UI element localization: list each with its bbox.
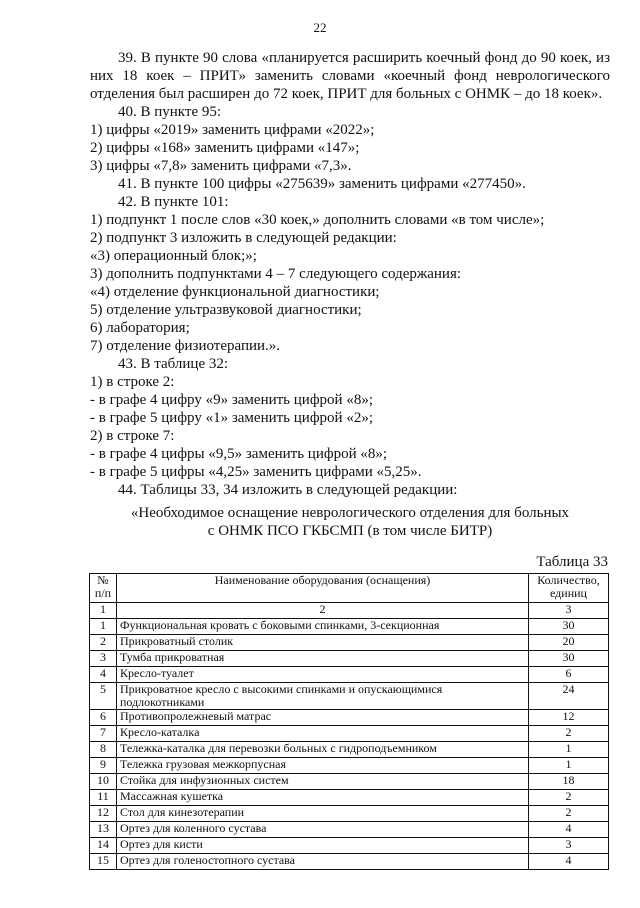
quantity-cell: 18 xyxy=(529,774,609,790)
row-number-cell: 10 xyxy=(90,774,117,790)
table-row xyxy=(90,667,609,683)
quantity-cell: 4 xyxy=(529,822,609,838)
quantity-cell: 2 xyxy=(529,806,609,822)
equipment-name-cell: Ортез для кисти xyxy=(117,838,529,854)
row-number-cell: 13 xyxy=(90,822,117,838)
equipment-name-cell: Тумба прикроватная xyxy=(117,651,529,667)
page-number: 22 xyxy=(313,20,327,35)
index-cell: 2 xyxy=(117,603,529,619)
header-name: Наименование оборудования (оснащения) xyxy=(117,574,529,603)
header-quantity-line1: Количество, xyxy=(537,573,600,587)
equipment-name-cell: Функциональная кровать с боковыми спинками, 3-секционная xyxy=(117,619,529,635)
table-caption: Таблица 33 xyxy=(536,554,608,570)
equipment-name-cell: Кресло-туалет xyxy=(117,667,529,683)
row-number-cell: 7 xyxy=(90,726,117,742)
header-number-line1: № xyxy=(97,573,109,587)
index-cell: 1 xyxy=(90,603,117,619)
row-number-cell: 3 xyxy=(90,651,117,667)
quantity-cell: 4 xyxy=(529,854,609,870)
header-number-line2: п/п xyxy=(94,586,112,600)
row-number-cell: 8 xyxy=(90,742,117,758)
table-row xyxy=(90,758,609,774)
table-row xyxy=(90,806,609,822)
list-item: «4) отделение функциональной диагностики; xyxy=(90,284,380,300)
list-item: 7) отделение физиотерапии.». xyxy=(90,338,281,354)
paragraph-39: 39. В пункте 90 слова «планируется расширить коечный фонд до 90 коек, из них 18 коек – ПРИТ» заменить словами «коечный фонд неврологического отделения был расширен до 72 коек, ПРИТ для больных с ОНМК – до 18 коек». xyxy=(90,50,610,102)
equipment-name-cell: Противопролежневый матрас xyxy=(117,710,529,726)
equipment-name-cell: Кресло-каталка xyxy=(117,726,529,742)
quantity-cell: 3 xyxy=(529,838,609,854)
equipment-name-cell: Тележка-каталка для перевозки больных с гидроподъемником xyxy=(117,742,529,758)
list-item: - в графе 4 цифру «9» заменить цифрой «8»; xyxy=(90,392,373,408)
equipment-table xyxy=(89,573,609,870)
list-item: 1) в строке 2: xyxy=(90,374,175,390)
list-item: - в графе 4 цифры «9,5» заменить цифрой «8»; xyxy=(90,446,388,462)
quantity-cell: 20 xyxy=(529,635,609,651)
list-item: - в графе 5 цифры «4,25» заменить цифрами «5,25». xyxy=(90,464,422,480)
equipment-name-cell: Прикроватное кресло с высокими спинками и опускающимися подлокотниками xyxy=(117,683,529,710)
table-row xyxy=(90,742,609,758)
row-number-cell: 11 xyxy=(90,790,117,806)
list-item: 1) подпункт 1 после слов «30 коек,» дополнить словами «в том числе»; xyxy=(90,212,545,228)
table-row xyxy=(90,790,609,806)
paragraph-44: 44. Таблицы 33, 34 изложить в следующей редакции: xyxy=(118,482,458,498)
quantity-cell: 1 xyxy=(529,742,609,758)
table-row xyxy=(90,683,609,710)
list-item: - в графе 5 цифру «1» заменить цифрой «2»; xyxy=(90,410,373,426)
list-item: 5) отделение ультразвуковой диагностики; xyxy=(90,302,362,318)
paragraph-40: 40. В пункте 95: xyxy=(118,104,222,120)
equipment-name-cell: Стойка для инфузионных систем xyxy=(117,774,529,790)
row-number-cell: 9 xyxy=(90,758,117,774)
row-number-cell: 6 xyxy=(90,710,117,726)
row-number-cell: 14 xyxy=(90,838,117,854)
paragraph-42: 42. В пункте 101: xyxy=(118,194,229,210)
table-row xyxy=(90,635,609,651)
list-item: 1) цифры «2019» заменить цифрами «2022»; xyxy=(90,122,375,138)
row-number-cell: 12 xyxy=(90,806,117,822)
table-row xyxy=(90,822,609,838)
list-item: 3) дополнить подпунктами 4 – 7 следующего содержания: xyxy=(90,266,462,282)
section-heading-line1: «Необходимое оснащение неврологического отделения для больных xyxy=(130,505,570,521)
paragraph-41: 41. В пункте 100 цифры «275639» заменить цифрами «277450». xyxy=(118,176,526,192)
equipment-name-cell: Ортез для коленного сустава xyxy=(117,822,529,838)
header-number xyxy=(90,574,117,603)
document-body xyxy=(90,49,610,499)
table-row xyxy=(90,619,609,635)
equipment-name-cell: Стол для кинезотерапии xyxy=(117,806,529,822)
table-row xyxy=(90,651,609,667)
equipment-name-cell: Прикроватный столик xyxy=(117,635,529,651)
section-heading xyxy=(90,504,610,540)
list-item: 2) в строке 7: xyxy=(90,428,175,444)
row-number-cell: 5 xyxy=(90,683,117,710)
index-cell: 3 xyxy=(529,603,609,619)
table-header-row xyxy=(90,574,609,603)
quantity-cell: 24 xyxy=(529,683,609,710)
quantity-cell: 1 xyxy=(529,758,609,774)
equipment-name-cell: Массажная кушетка xyxy=(117,790,529,806)
header-quantity-line2: единиц xyxy=(550,586,587,600)
table-row xyxy=(90,710,609,726)
table-row xyxy=(90,838,609,854)
list-item: 3) цифры «7,8» заменить цифрами «7,3». xyxy=(90,158,352,174)
quantity-cell: 2 xyxy=(529,790,609,806)
table-row xyxy=(90,854,609,870)
quantity-cell: 2 xyxy=(529,726,609,742)
list-item: 2) подпункт 3 изложить в следующей редакции: xyxy=(90,230,397,246)
quantity-cell: 30 xyxy=(529,651,609,667)
list-item: «3) операционный блок;»; xyxy=(90,248,257,264)
header-quantity xyxy=(529,574,609,603)
row-number-cell: 1 xyxy=(90,619,117,635)
paragraph-43: 43. В таблице 32: xyxy=(118,356,229,372)
equipment-name-cell: Ортез для голеностопного сустава xyxy=(117,854,529,870)
list-item: 6) лаборатория; xyxy=(90,320,190,336)
quantity-cell: 12 xyxy=(529,710,609,726)
list-item: 2) цифры «168» заменить цифрами «147»; xyxy=(90,140,360,156)
quantity-cell: 30 xyxy=(529,619,609,635)
row-number-cell: 4 xyxy=(90,667,117,683)
table-row xyxy=(90,726,609,742)
row-number-cell: 15 xyxy=(90,854,117,870)
row-number-cell: 2 xyxy=(90,635,117,651)
quantity-cell: 6 xyxy=(529,667,609,683)
section-heading-line2: с ОНМК ПСО ГКБСМП (в том числе БИТР) xyxy=(207,523,493,539)
table-body xyxy=(90,619,609,870)
table-index-row xyxy=(90,603,609,619)
table-row xyxy=(90,774,609,790)
equipment-name-cell: Тележка грузовая межкорпусная xyxy=(117,758,529,774)
